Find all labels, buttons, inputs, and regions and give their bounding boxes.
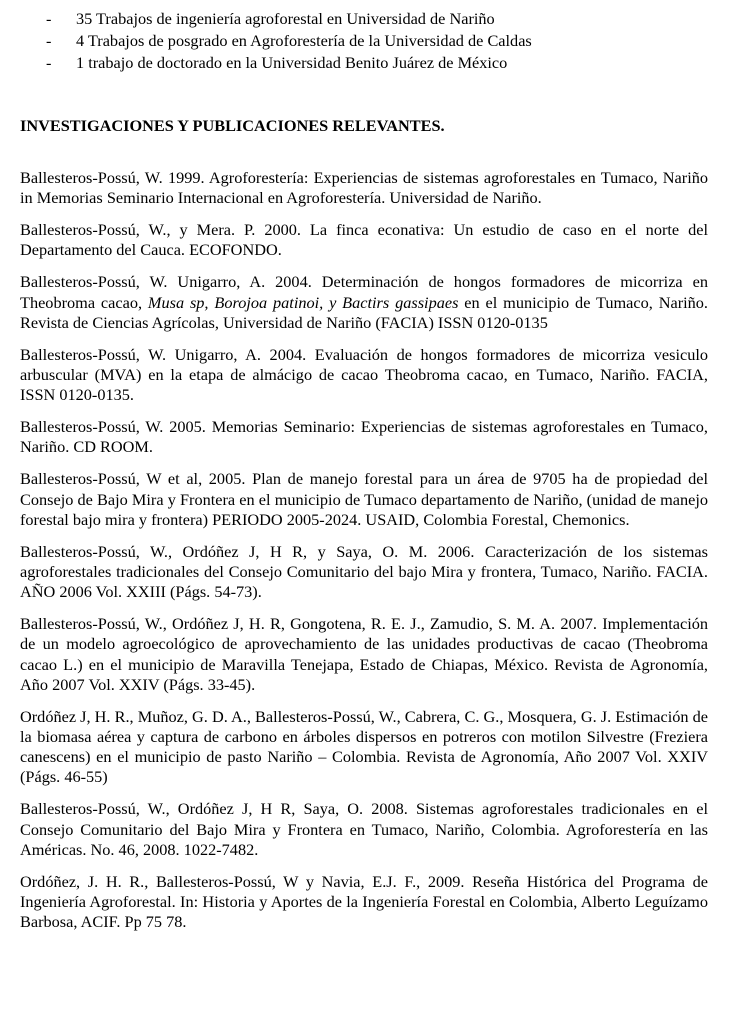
reference-text: Ordóñez, J. H. R., Ballesteros-Possú, W y Navia, E.J. F., 2009. Reseña Histórica del Programa de Ingeniería Agroforestal. In: Historia y Aportes de la Ingeniería Forestal en Colombia, Alberto Leguízamo Barbosa, ACIF. Pp 75 78. bbox=[20, 871, 708, 932]
reference-text: Ballesteros-Possú, W et al, 2005. Plan de manejo forestal para un área de 9705 ha de propiedad del Consejo de Bajo Mira y Frontera en el municipio de Tumaco departamento de Nariño, (unidad de manejo forestal bajo mira y frontera) PERIODO 2005-2024. USAID, Colombia Forestal, Chemonics. bbox=[20, 469, 708, 529]
list-item-text: 1 trabajo de doctorado en la Universidad Benito Juárez de México bbox=[76, 53, 508, 72]
reference-italic-species: Musa sp, Borojoa patinoi, y Bactirs gassipaes bbox=[147, 292, 459, 312]
bullet-dash: - bbox=[46, 53, 52, 72]
list-item-text: 35 Trabajos de ingeniería agroforestal en Universidad de Nariño bbox=[76, 9, 495, 28]
section-heading: INVESTIGACIONES Y PUBLICACIONES RELEVANTES. bbox=[20, 116, 445, 135]
reference-text: Ballesteros-Possú, W. 1999. Agroforestería: Experiencias de sistemas agroforestales en Tumaco, Nariño in Memorias Seminario Internacional en Agroforestería. Universidad de Nariño. bbox=[20, 168, 708, 208]
reference-entry bbox=[20, 614, 708, 695]
reference-text: Ballesteros-Possú, W. 2005. Memorias Seminario: Experiencias de sistemas agroforestales en Tumaco, Nariño. CD ROOM. bbox=[20, 417, 708, 457]
reference-entry bbox=[20, 272, 708, 333]
reference-text: Ballesteros-Possú, W. Unigarro, A. 2004. Determinación de hongos formadores de micorriza en Theobroma cacao, bbox=[20, 272, 708, 312]
list-item bbox=[46, 8, 706, 30]
reference-entry bbox=[20, 168, 708, 208]
reference-text: Ballesteros-Possú, W. Unigarro, A. 2004. Evaluación de hongos formadores de micorriza vesiculo arbuscular (MVA) en la etapa de almácigo de cacao Theobroma cacao, en Tumaco, Nariño. FACIA, ISSN 0120-0135. bbox=[20, 344, 708, 405]
reference-text: Ballesteros-Possú, W., Ordóñez J, H. R, Gongotena, R. E. J., Zamudio, S. M. A. 2007. Implementación de un modelo agroecológico de aprovechamiento de las unidades productivas de cacao (Theobroma cacao L.) en el municipio de Maravilla Tenejapa, Estado de Chiapas, México. Revista de Agronomía, Año 2007 Vol. XXIV (Págs. 33-45). bbox=[20, 614, 708, 694]
reference-entry bbox=[20, 220, 708, 260]
references-list bbox=[20, 168, 708, 944]
reference-entry bbox=[20, 345, 708, 406]
reference-text: Ordóñez J, H. R., Muñoz, G. D. A., Ballesteros-Possú, W., Cabrera, C. G., Mosquera, G. J. Estimación de la biomasa aérea y captura de carbono en árboles dispersos en potreros con motilon Silvestre (Freziera canescens) en el municipio de pasto Nariño – Colombia. Revista de Agronomía, Año 2007 Vol. XXIV (Págs. 46-55) bbox=[20, 706, 708, 787]
reference-text: Ballesteros-Possú, W., y Mera. P. 2000. La finca econativa: Un estudio de caso en el norte del Departamento del Cauca. ECOFONDO. bbox=[20, 220, 708, 260]
bullet-dash: - bbox=[46, 9, 52, 28]
reference-entry bbox=[20, 417, 708, 457]
reference-text: Ballesteros-Possú, W., Ordóñez J, H R, y Saya, O. M. 2006. Caracterización de los sistemas agroforestales tradicionales del Consejo Comunitario del bajo Mira y frontera, Tumaco, Nariño. FACIA. AÑO 2006 Vol. XXIII (Págs. 54-73). bbox=[20, 541, 708, 602]
list-item bbox=[46, 52, 706, 74]
thesis-supervision-list bbox=[46, 8, 706, 74]
list-item-text: 4 Trabajos de posgrado en Agroforestería de la Universidad de Caldas bbox=[76, 31, 532, 50]
list-item bbox=[46, 30, 706, 52]
reference-entry bbox=[20, 872, 708, 933]
reference-text-continued: en el municipio de Tumaco, Nariño. Revista de Ciencias Agrícolas, Universidad de Nariño (FACIA) ISSN 0120-0135 bbox=[20, 292, 708, 332]
reference-entry bbox=[20, 542, 708, 603]
reference-entry bbox=[20, 799, 708, 860]
bullet-dash: - bbox=[46, 31, 52, 50]
reference-entry bbox=[20, 707, 708, 788]
reference-text: Ballesteros-Possú, W., Ordóñez J, H R, Saya, O. 2008. Sistemas agroforestales tradicionales en el Consejo Comunitario del Bajo Mira y Frontera en Tumaco, Nariño, Colombia. Agroforestería en las Américas. No. 46, 2008. 1022-7482. bbox=[20, 799, 708, 859]
reference-entry bbox=[20, 469, 708, 530]
